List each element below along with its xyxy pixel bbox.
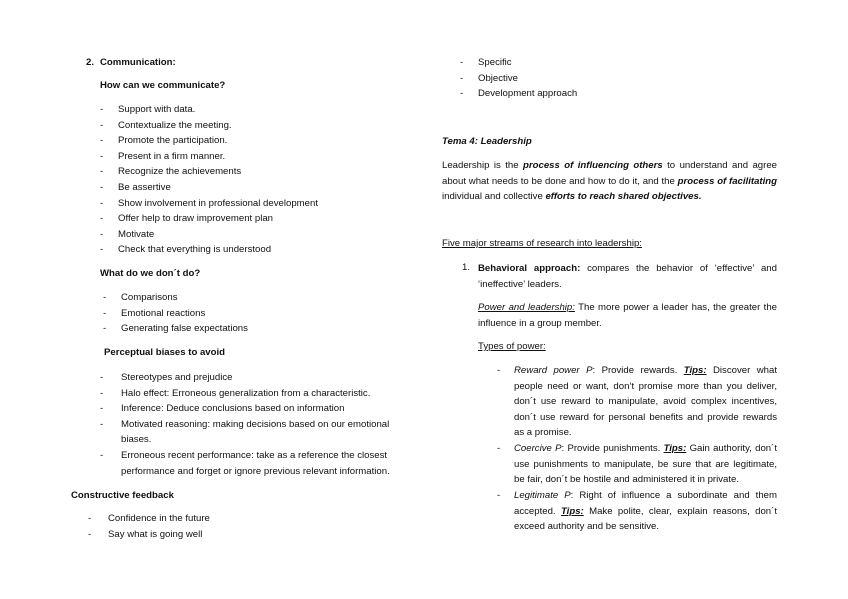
- list-item: [100, 151, 420, 167]
- dash-bullet: -: [460, 88, 464, 100]
- biases-heading: Perceptual biases to avoid: [104, 347, 226, 358]
- list-item: [100, 372, 420, 388]
- dash-bullet: -: [460, 57, 464, 68]
- type-coercive-tips-text: Gain authority, don´t use punishments to manipulate, be sure that are legitimate, be fair, don´t be hostile and administered it in private.: [514, 443, 777, 486]
- type-reward-name: Reward power P: [514, 365, 593, 376]
- list-item: [100, 198, 420, 214]
- dash-bullet: -: [100, 244, 104, 256]
- def-part2: to understand and agree about what needs to be done and how to do it, and the: [442, 160, 777, 187]
- dash-bullet: -: [103, 292, 107, 303]
- types-heading: Types of power:: [478, 341, 546, 352]
- list-item: [100, 229, 420, 245]
- dash-bullet: -: [100, 135, 104, 147]
- def-part1: Leadership is the: [442, 160, 524, 171]
- dash-bullet: -: [88, 528, 92, 540]
- def-bold2: process of facilitating: [677, 175, 778, 187]
- behavioral-number: 1.: [462, 262, 471, 273]
- list-item: [460, 57, 780, 73]
- behavioral-label: Behavioral approach:: [478, 263, 581, 274]
- list-item-text: Support with data.: [118, 104, 196, 115]
- dash-bullet: -: [100, 104, 104, 115]
- list-item: [100, 388, 420, 404]
- list-item-text: Contextualize the meeting.: [118, 119, 232, 131]
- dash-bullet: -: [103, 307, 107, 319]
- list-item-text: Promote the participation.: [118, 135, 228, 147]
- type-legitimate-name: Legitimate P: [514, 490, 571, 501]
- list-item: [103, 292, 423, 308]
- list-item-text: Show involvement in professional development: [118, 197, 318, 209]
- feedback-list: [88, 513, 408, 544]
- list-item: [103, 308, 423, 324]
- list-item-text: Development approach: [478, 88, 578, 100]
- list-item: [103, 323, 423, 339]
- list-item: [100, 403, 420, 419]
- dash-bullet: -: [100, 119, 104, 131]
- list-item-text: Halo effect: Erroneous generalization from a characteristic.: [121, 387, 371, 399]
- bias-recent-dash: -: [100, 450, 104, 461]
- dont-list: [103, 292, 423, 339]
- dash-bullet: -: [100, 387, 104, 399]
- bias-recent-line2: performance and forget or ignore previous relevant information.: [121, 466, 390, 477]
- list-item-text: Stereotypes and prejudice: [121, 372, 233, 383]
- criteria-list: [460, 57, 780, 104]
- list-item-text: Present in a firm manner.: [118, 150, 226, 162]
- type-reward-desc: : Provide rewards.: [592, 365, 684, 376]
- feedback-heading: Constructive feedback: [71, 490, 174, 501]
- list-item-text: Be assertive: [118, 181, 171, 193]
- type-coercive-name: Coercive P: [514, 443, 562, 454]
- streams-heading: Five major streams of research into leadership:: [442, 238, 642, 249]
- dash-bullet: -: [100, 197, 104, 209]
- type-legitimate-tips-text: Make polite, clear, explain reasons, don´t exceed authority and be sensitive.: [514, 505, 777, 533]
- type-legitimate: [514, 488, 777, 535]
- bias-motivated-line1: Motivated reasoning: making decisions based on our emotional: [121, 419, 390, 430]
- bias-recent-line1: Erroneous recent performance: take as a reference the closest: [121, 450, 388, 461]
- dash-bullet: -: [100, 213, 104, 225]
- list-item: [100, 182, 420, 198]
- list-item: [100, 244, 420, 260]
- list-item-text: Objective: [478, 72, 518, 84]
- list-item: [88, 513, 408, 529]
- list-item: [100, 135, 420, 151]
- type-reward-dash: -: [497, 365, 501, 376]
- def-bold3: efforts to reach shared objectives.: [545, 191, 702, 203]
- type-coercive-desc: : Provide punishments.: [561, 443, 664, 454]
- dash-bullet: -: [460, 72, 464, 84]
- list-item: [100, 120, 420, 136]
- bias-motivated-line2: biases.: [121, 434, 152, 445]
- list-item: [100, 104, 420, 120]
- behavioral-paragraph: [478, 261, 777, 292]
- power-label: Power and leadership:: [478, 302, 575, 313]
- dash-bullet: -: [100, 166, 104, 178]
- list-item: [460, 73, 780, 89]
- type-coercive-dash: -: [497, 443, 501, 454]
- list-item: [100, 166, 420, 182]
- dash-bullet: -: [100, 181, 104, 193]
- list-item-text: Generating false expectations: [121, 323, 248, 335]
- list-item-text: Specific: [478, 57, 512, 68]
- dash-bullet: -: [103, 323, 107, 335]
- behavioral-text: compares the behavior of ‘effective’ and ‘ineffective’ leaders.: [478, 263, 777, 290]
- leadership-definition: [442, 158, 777, 205]
- dash-bullet: -: [100, 150, 104, 162]
- list-item-text: Say what is going well: [108, 528, 203, 540]
- list-item-text: Emotional reactions: [121, 307, 206, 319]
- list-item-text: Offer help to draw improvement plan: [118, 213, 273, 225]
- type-coercive: [514, 441, 777, 488]
- bias-motivated-dash: -: [100, 419, 104, 430]
- list-item-text: Confidence in the future: [108, 513, 210, 524]
- list-item-text: Motivate: [118, 228, 155, 240]
- type-reward-tips-text: Discover what people need or want, don’t promise more than you deliver, don´t use reward to manipulate, avoid complex incentives, don´t use reward for personal benefits and provide rewards as a promise.: [514, 365, 777, 439]
- biases-list: [100, 372, 420, 419]
- how-list: [100, 104, 420, 260]
- power-paragraph: [478, 300, 777, 331]
- how-heading: How can we communicate?: [100, 80, 226, 91]
- def-part3: individual and collective: [442, 191, 546, 203]
- type-legitimate-tips: Tips:: [560, 505, 584, 517]
- section-title: Communication:: [100, 57, 176, 68]
- power-text: The more power a leader has, the greater the influence in a group member.: [478, 302, 777, 329]
- list-item-text: Check that everything is understood: [118, 244, 272, 256]
- dash-bullet: -: [100, 403, 104, 415]
- type-coercive-tips: Tips:: [663, 443, 687, 454]
- type-legitimate-desc: : Right of influence a subordinate and them accepted.: [514, 490, 777, 517]
- list-item-text: Recognize the achievements: [118, 166, 242, 178]
- def-bold1: process of influencing others: [523, 160, 663, 171]
- list-item-text: Inference: Deduce conclusions based on information: [121, 403, 345, 415]
- tema-heading: Tema 4: Leadership: [442, 136, 532, 147]
- list-item: [460, 88, 780, 104]
- list-item: [88, 529, 408, 545]
- dash-bullet: -: [100, 372, 104, 383]
- section-number: 2.: [86, 57, 95, 68]
- type-reward-tips: Tips:: [683, 365, 707, 376]
- dash-bullet: -: [100, 228, 104, 240]
- type-reward: [514, 363, 777, 441]
- list-item: [100, 213, 420, 229]
- dont-heading: What do we don´t do?: [100, 268, 201, 279]
- type-legitimate-dash: -: [497, 490, 501, 501]
- dash-bullet: -: [88, 513, 92, 524]
- list-item-text: Comparisons: [121, 292, 178, 303]
